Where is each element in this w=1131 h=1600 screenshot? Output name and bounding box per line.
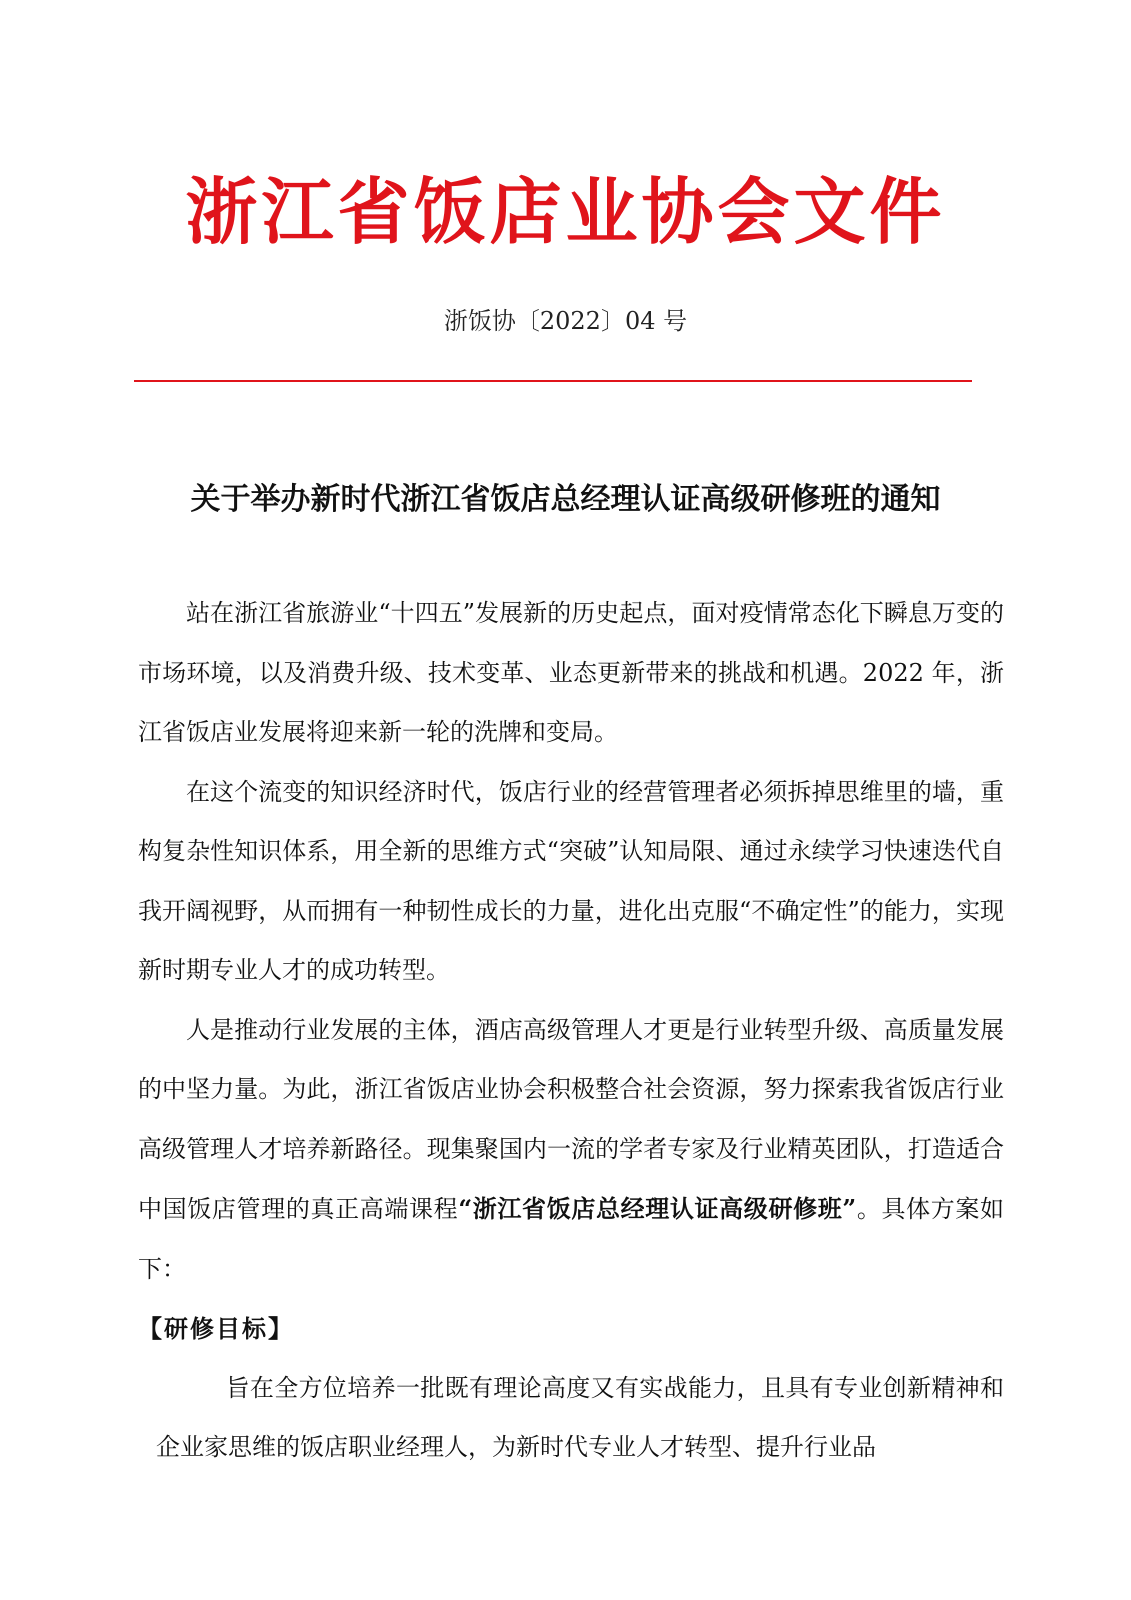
document-number: 浙饭协〔2022〕04 号	[443, 307, 688, 335]
paragraph-intro: 站在浙江省旅游业“十四五”发展新的历史起点，面对疫情常态化下瞬息万变的市场环境，以及消费升级、技术变革、业态更新带来的挑战和机遇。2022 年，浙江省饭店业发展将迎来新一轮的洗牌和变局。	[138, 599, 1004, 746]
issuer-header: 浙江省饭店业协会文件	[185, 169, 946, 254]
header-divider	[134, 380, 972, 382]
paragraph-program-end: 。具体方案如下：	[138, 1195, 1005, 1283]
program-name: “浙江省饭店总经理认证高级研修班”	[458, 1194, 857, 1223]
section-heading-goal: 【研修目标】	[138, 1314, 294, 1343]
paragraph-program-text: 人是推动行业发展的主体，酒店高级管理人才更是行业转型升级、高质量发展的中坚力量。为此，浙江省饭店业协会积极整合社会资源，努力探索我省饭店行业高级管理人才培养新路径。现集聚国内一流的学者专家及行业精英团队，打造适合中国饭店管理的真正高端课程	[138, 1015, 1004, 1223]
notice-title: 关于举办新时代浙江省饭店总经理认证高级研修班的通知	[190, 482, 941, 517]
paragraph-knowledge-era: 在这个流变的知识经济时代，饭店行业的经营管理者必须拆掉思维里的墙，重构复杂性知识体系，用全新的思维方式“突破”认知局限、通过永续学习快速迭代自我开阔视野，从而拥有一种韧性成长的力量，进化出克服“不确定性”的能力，实现新时期专业人才的成功转型。	[138, 777, 1004, 984]
notice-body	[138, 584, 1004, 1478]
paragraph-goal: 旨在全方位培养一批既有理论高度又有实战能力，且具有专业创新精神和企业家思维的饭店职业经理人，为新时代专业人才转型、提升行业品	[156, 1373, 1004, 1461]
paragraph-program	[138, 1001, 1004, 1300]
